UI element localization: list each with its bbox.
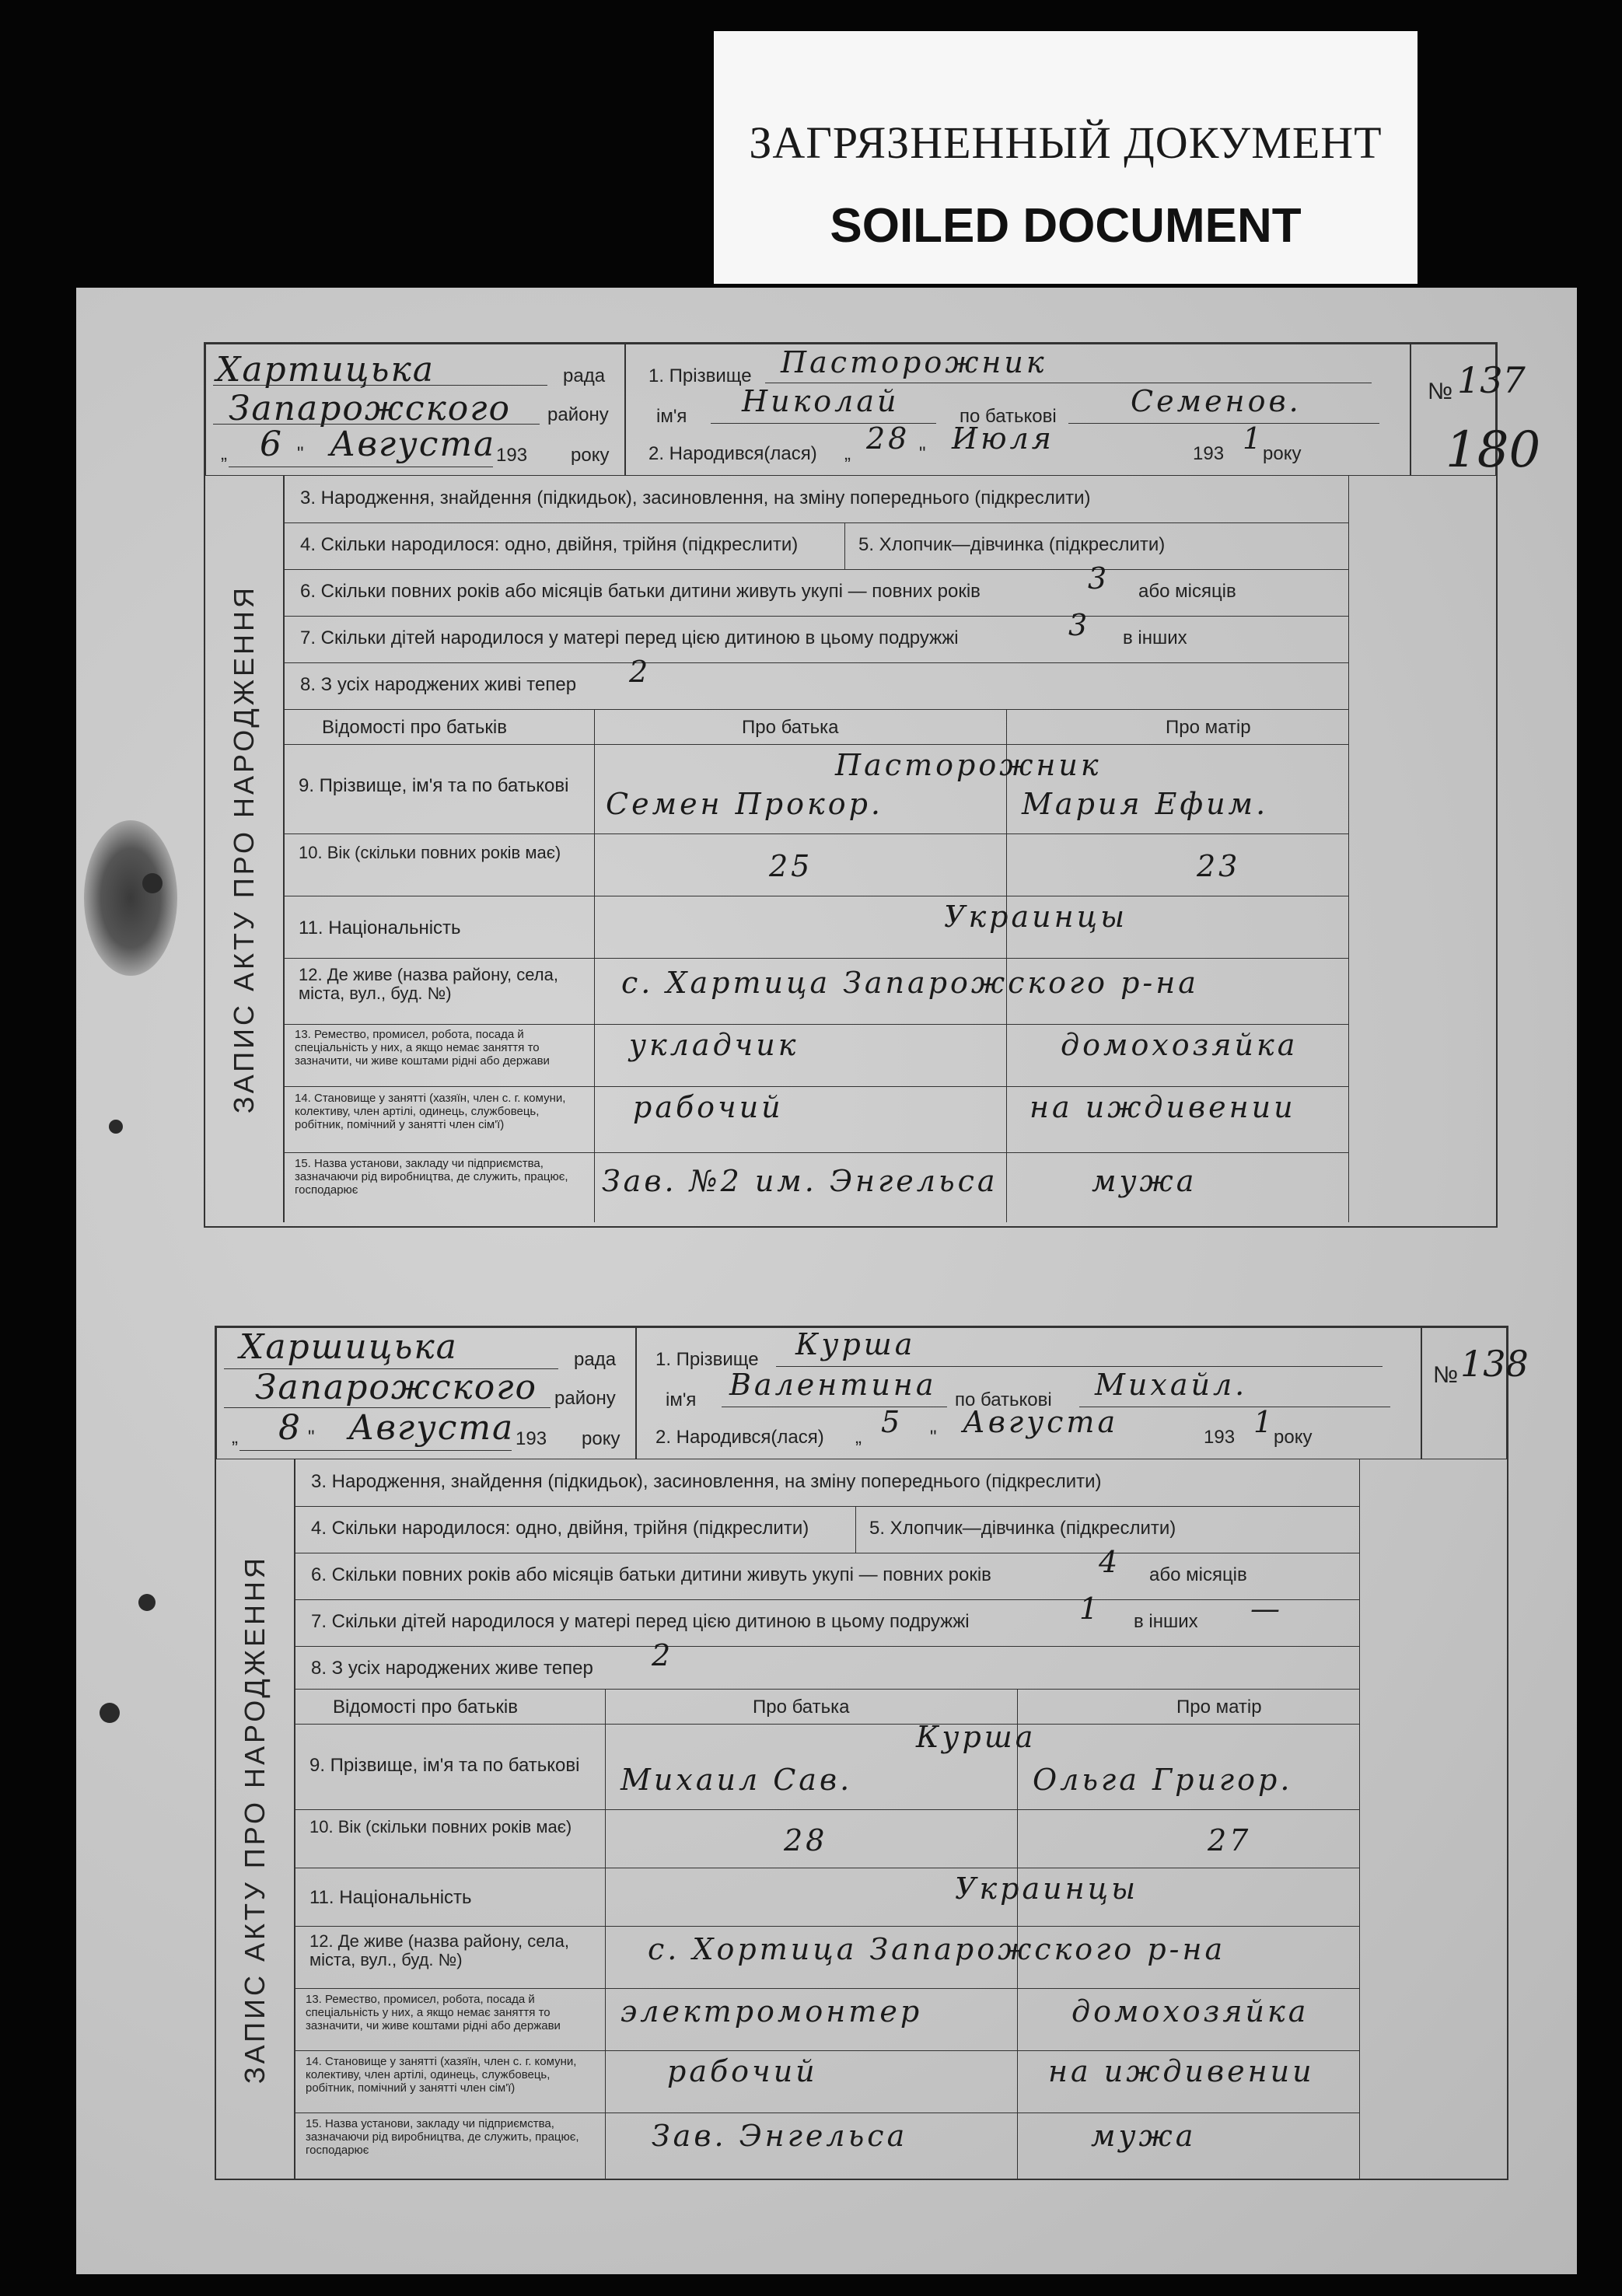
side-title: ЗАПИС АКТУ ПРО НАРОДЖЕННЯ [205,476,285,1222]
mother-age: 27 [1208,1823,1252,1857]
roku-label: року [1274,1427,1313,1448]
father-workplace: Зав. Энгельса [652,2119,908,2153]
family-surname: Курша [916,1720,1036,1754]
record-date-month: Августа [330,425,496,464]
record-date-day: 8 [278,1408,302,1448]
child-patronymic: Семенов. [1131,384,1302,418]
mother-name: Мария Ефим. [1022,787,1269,821]
rada-label: рада [574,1349,617,1370]
patronymic-label: по батькові [960,406,1057,427]
name-label: ім'я [656,406,687,427]
born-label: 2. Народився(лася) [655,1427,824,1448]
rayonu-label: району [547,404,609,425]
question-15: 15. Назва установи, закладу чи підприємства, зазначаючи рід виробництва, де служить, працює, господарює [306,2117,579,2157]
punch-hole [138,1594,156,1611]
birth-year-prefix: 193 [1193,443,1225,464]
record-number-label: № [1428,379,1453,404]
year-prefix: 193 [516,1428,547,1449]
name-label: ім'я [666,1389,697,1410]
label-russian: ЗАГРЯЗНЕННЫЙ ДОКУМЕНТ [749,117,1383,168]
question-7: 7. Скільки дітей народилося у матері перед цією дитиною в цьому подружжі [311,1611,970,1632]
child-first-name: Валентина [729,1368,937,1402]
years-together: 3 [1088,561,1110,596]
child-first-name: Николай [742,384,900,418]
question-3: 3. Народження, знайдення (підкидьок), засиновлення, на зміну попереднього (підкреслити) [311,1471,1102,1492]
birth-month: Августа [963,1405,1119,1439]
father-name: Семен Прокор. [606,787,883,821]
question-4: 4. Скільки народилося: одно, двійня, трійня (підкреслити) [311,1518,809,1539]
side-title: ЗАПИС АКТУ ПРО НАРОДЖЕННЯ [216,1459,295,2179]
father-workplace: Зав. №2 им. Энгельса [602,1164,998,1198]
punch-hole [100,1703,120,1723]
question-7-other: в інших [1123,627,1187,648]
question-13: 13. Ремество, промисел, робота, посада й спеціальність у них, а якщо немає заняття то зазначити, чи живе коштами рідні або держави [295,1028,550,1068]
mother-age: 23 [1197,849,1241,883]
soiled-document-label [714,31,1418,284]
question-3: 3. Народження, знайдення (підкидьок), засиновлення, на зміну попереднього (підкреслити) [300,488,1091,508]
question-14: 14. Становище у занятті (хазяїн, член с. г. комуни, колективу, член артілі, одинець, службовець, робітник, помічний у занятті член сім'ї) [306,2055,577,2095]
birth-day: 28 [866,421,911,456]
question-7: 7. Скільки дітей народилося у матері перед цією дитиною в цьому подружжі [300,627,959,648]
parents-header: Відомості про батьків [333,1697,518,1718]
question-4: 4. Скільки народилося: одно, двійня, трійня (підкреслити) [300,534,799,555]
record-date-day: 6 [260,425,283,464]
question-9: 9. Прізвище, ім'я та по батькові [299,775,569,796]
residence: с. Хортица Запарожского р-на [648,1932,1226,1966]
village-name: Хартицька [216,350,435,390]
alive-now: 2 [652,1638,674,1672]
father-trade: укладчик [629,1028,799,1062]
father-status: рабочий [633,1090,784,1124]
extra-number: 180 [1445,421,1541,479]
mother-name: Ольга Григор. [1033,1763,1293,1797]
question-12: 12. Де живе (назва району, села, міста, вул., буд. №) [299,965,558,1003]
question-6: 6. Скільки повних років або місяців батьки дитини живуть укупі — повних років [311,1564,991,1585]
child-surname: Курша [795,1327,916,1361]
question-9: 9. Прізвище, ім'я та по батькові [309,1755,580,1776]
surname-label: 1. Прізвище [655,1349,759,1370]
question-6: 6. Скільки повних років або місяців батьки дитини живуть укупі — повних років [300,581,981,602]
birth-year-digit: 1 [1243,421,1265,456]
mother-trade: домохозяйка [1071,1994,1309,2029]
rayonu-label: району [554,1388,616,1409]
record-number: 137 [1457,359,1526,401]
father-status: рабочий [667,2054,818,2088]
father-trade: электромонтер [620,1994,923,2029]
other-children: — [1250,1592,1283,1626]
question-12: 12. Де живе (назва району, села, міста, вул., буд. №) [309,1931,569,1969]
children-before: 3 [1068,608,1091,642]
question-6-months: або місяців [1149,1564,1247,1585]
surname-label: 1. Прізвище [648,365,752,386]
mother-status: на иждивении [1029,1090,1296,1124]
question-11: 11. Національність [299,917,461,938]
question-8: 8. З усіх народжених живі тепер [300,674,577,695]
mother-header: Про матір [1166,717,1251,738]
question-6-months: або місяців [1138,581,1236,602]
parents-header: Відомості про батьків [322,717,507,738]
birth-year-prefix: 193 [1204,1427,1236,1448]
roku-label: року [571,445,610,466]
district-name: Запарожского [255,1368,538,1407]
nationality: Украинцы [955,1871,1139,1906]
record-date-month: Августа [348,1408,515,1448]
birth-record-1: Хартицька рада Запарожского району „ 6 " Августа 193 року 1. Прізвище Пасторожник ім'я Николай по батькові Семенов. 2. Народився(лася) „ 28 " Июля 193 1 року № 137 180 ЗАПИС АКТУ ПРО НАРОДЖЕННЯ 3. Народження, знайдення (підкидьок), засиновлення, на зміну попереднього (підкреслити) 4. Скільки народилося: одно, двійня, трійня (підкреслити) 5. Хлопчик—дівчинка (підкреслити) 6. Скільки повних років або місяців батьки дитини живуть укупі — повних років 3 або місяців 7. Скільки дітей народилося у матері перед цією дитиною в цьому подружжі 3 в інших 8. З усіх народжених живі тепер 2 Відомості про батьків Про батька Про матір 9. Прізвище, ім'я та по батькові Пасторожник Семен Прокор. Мария Ефим. 10. Вік (скільки повних років має) 25 23 11. Національність Украинцы 12. Де живе (назва району, села, міста, вул., буд. №) с. Хартица Запарожского р-на 13. Ремество, промисел, робота, посада й спеціальність у них, а якщо немає заняття то зазначити, чи живе коштами рідні або держави укладчик домохозяйка 14. Становище у занятті (хазяїн, член с. г. комуни, колективу, член артілі, одинець, службовець, робітник, помічний у занятті член сім'ї) рабочий на иждивении 15. Назва установи, закладу чи підприємства, зазначаючи рід виробництва, де служить, працює, господарює Зав. №2 им. Энгельса мужа [204,342,1498,1228]
father-age: 25 [769,849,813,883]
record-number: 138 [1460,1343,1529,1385]
punch-hole [109,1120,123,1134]
question-13: 13. Ремество, промисел, робота, посада й спеціальність у них, а якщо немає заняття то зазначити, чи живе коштами рідні або держави [306,1993,561,2032]
question-5: 5. Хлопчик—дівчинка (підкреслити) [869,1518,1176,1539]
alive-now: 2 [629,655,652,689]
question-5: 5. Хлопчик—дівчинка (підкреслити) [858,534,1166,555]
father-age: 28 [784,1823,828,1857]
question-7-other: в інших [1134,1611,1198,1632]
residence: с. Хартица Запарожского р-на [621,966,1199,1000]
year-prefix: 193 [496,445,528,466]
question-8: 8. З усіх народжених живе тепер [311,1658,593,1679]
village-name: Харшицька [239,1327,458,1367]
child-surname: Пасторожник [781,345,1047,379]
mother-status: на иждивении [1048,2054,1315,2088]
question-10: 10. Вік (скільки повних років має) [299,843,561,862]
children-before: 1 [1079,1592,1102,1626]
father-name: Михаил Сав. [620,1763,853,1797]
birth-day: 5 [881,1405,904,1439]
father-header: Про батька [753,1697,850,1718]
patronymic-label: по батькові [955,1389,1052,1410]
mother-workplace: мужа [1091,2119,1197,2153]
label-english: SOILED DOCUMENT [830,199,1302,253]
mother-workplace: мужа [1092,1164,1197,1198]
question-10: 10. Вік (скільки повних років має) [309,1817,572,1836]
punch-hole [142,873,163,893]
question-11: 11. Національність [309,1887,472,1908]
roku-label: року [1263,443,1302,464]
district-name: Запарожского [229,389,512,428]
birth-year-digit: 1 [1253,1405,1276,1439]
birth-record-2: Харшицька рада Запарожского району „ 8 " Августа 193 року 1. Прізвище Курша ім'я Валентина по батькові Михайл. 2. Народився(лася) „ 5 " Августа 193 1 року № 138 ЗАПИС АКТУ ПРО НАРОДЖЕННЯ 3. Народження, знайдення (підкидьок), засиновлення, на зміну попереднього (підкреслити) 4. Скільки народилося: одно, двійня, трійня (підкреслити) 5. Хлопчик—дівчинка (підкреслити) 6. Скільки повних років або місяців батьки дитини живуть укупі — повних років 4 або місяців 7. Скільки дітей народилося у матері перед цією дитиною в цьому подружжі 1 в інших — 8. З усіх народжених живе тепер 2 Відомості про батьків Про батька Про матір 9. Прізвище, ім'я та по батькові Курша Михаил Сав. Ольга Григор. 10. Вік (скільки повних років має) 28 27 11. Національність Украинцы 12. Де живе (назва району, села, міста, вул., буд. №) с. Хортица Запарожского р-на 13. Ремество, промисел, робота, посада й спеціальність у них, а якщо немає заняття то зазначити, чи живе коштами рідні або держави электромонтер домохозяйка 14. Становище у занятті (хазяїн, член с. г. комуни, колективу, член артілі, одинець, службовець, робітник, помічний у занятті член сім'ї) рабочий на иждивении 15. Назва установи, закладу чи підприємства, зазначаючи рід виробництва, де служить, працює, господарює Зав. Энгельса мужа [215,1326,1508,2180]
question-14: 14. Становище у занятті (хазяїн, член с. г. комуни, колективу, член артілі, одинець, службовець, робітник, помічний у занятті член сім'ї) [295,1092,566,1131]
born-label: 2. Народився(лася) [648,443,817,464]
roku-label: року [582,1428,620,1449]
nationality: Украинцы [944,900,1128,934]
question-15: 15. Назва установи, закладу чи підприємства, зазначаючи рід виробництва, де служить, працює, господарює [295,1157,568,1197]
father-header: Про батька [742,717,839,738]
mother-header: Про матір [1176,1697,1262,1718]
family-surname: Пасторожник [835,748,1102,782]
rada-label: рада [563,365,606,386]
birth-month: Июля [952,421,1054,456]
stain [84,820,177,976]
years-together: 4 [1099,1545,1121,1579]
child-patronymic: Михайл. [1095,1368,1248,1402]
mother-trade: домохозяйка [1061,1028,1299,1062]
record-number-label: № [1433,1362,1459,1388]
